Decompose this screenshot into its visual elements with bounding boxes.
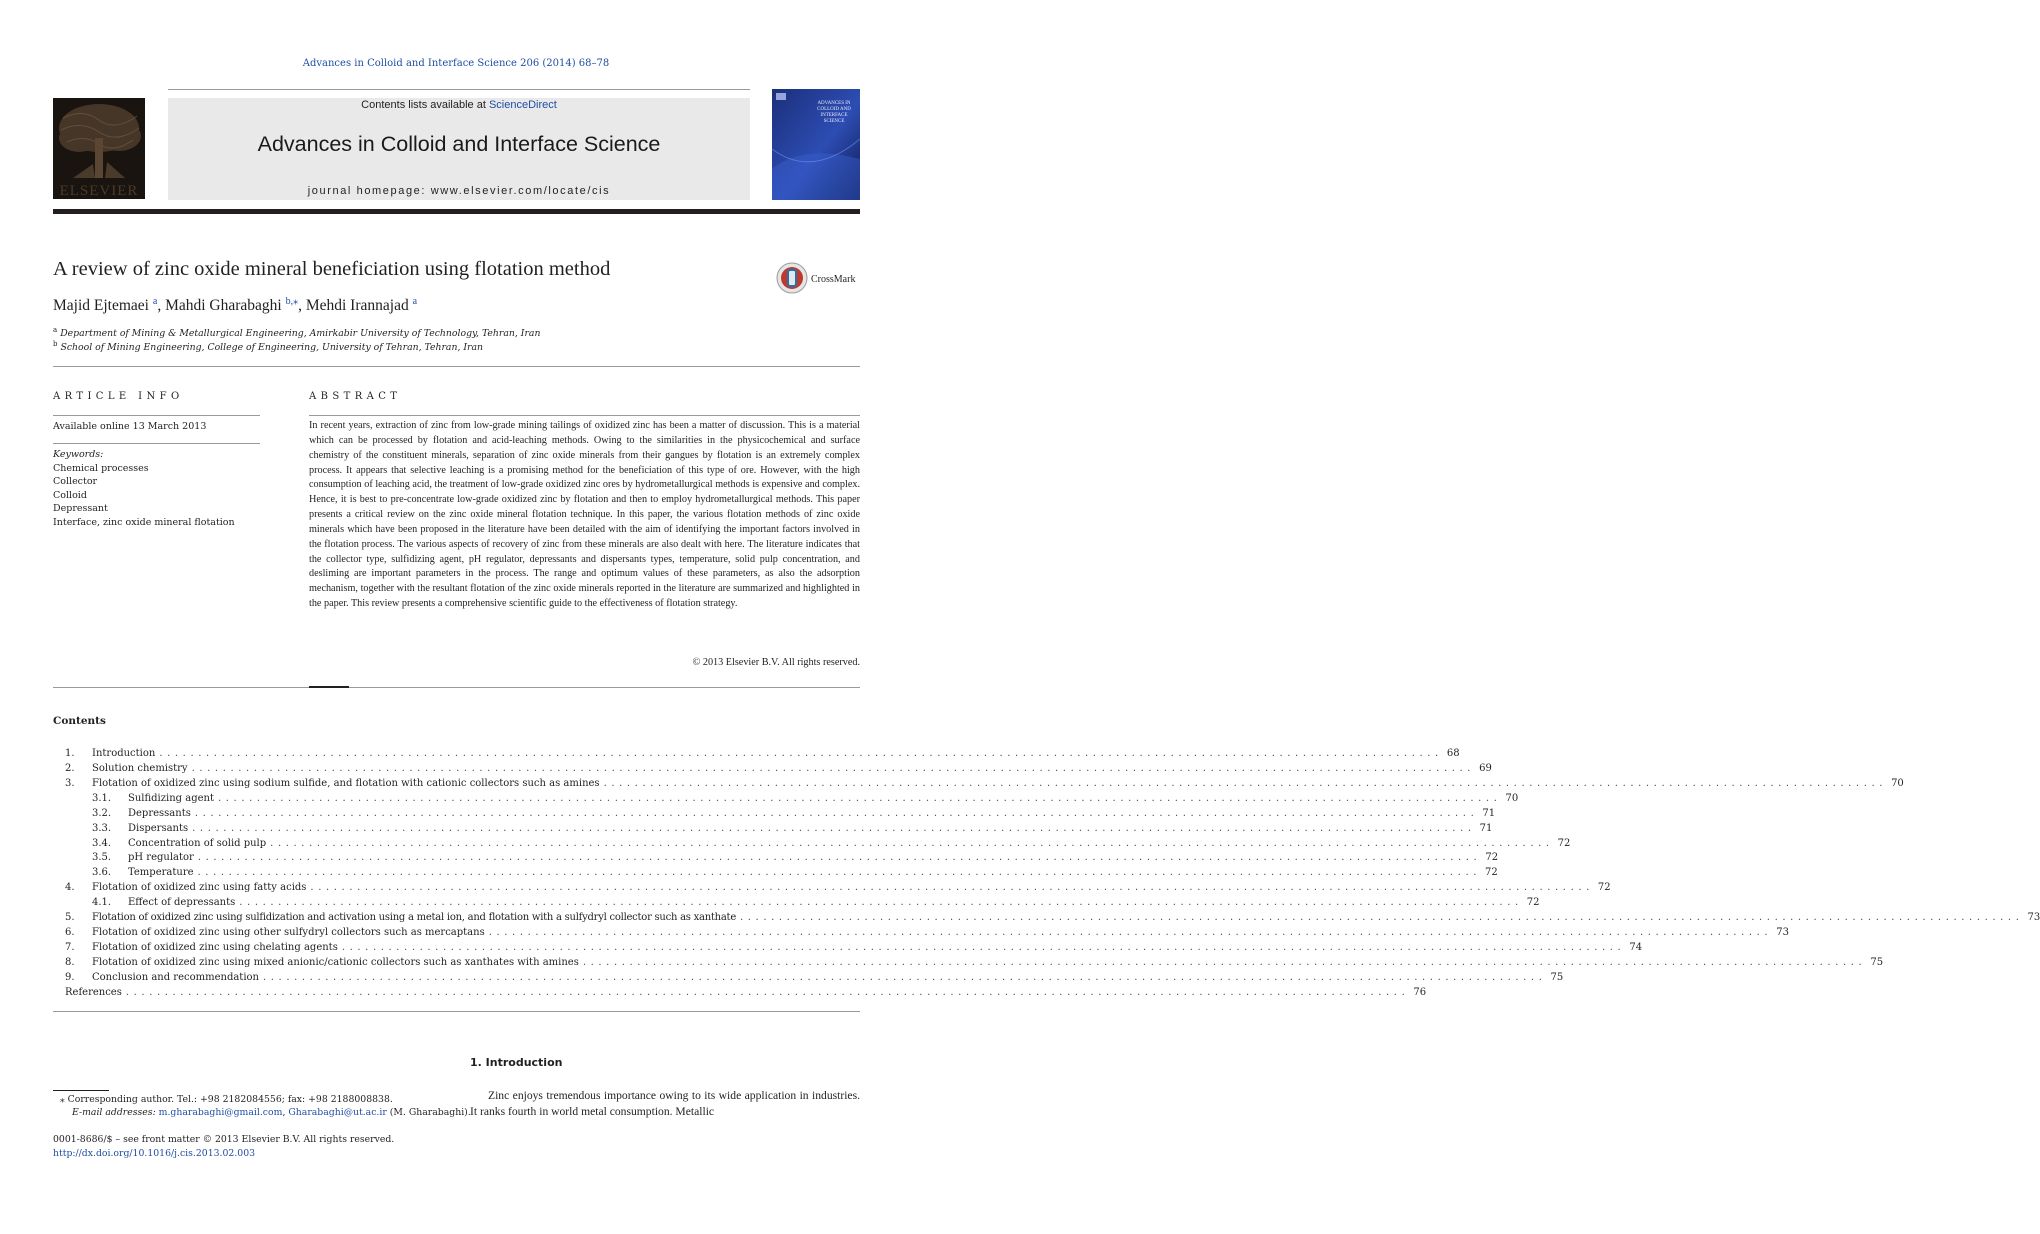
- toc-page: 69: [1479, 763, 1492, 774]
- toc-title: Sulfidizing agent: [128, 793, 214, 804]
- toc-leader: .....................................................................................................................................................................: [218, 793, 1502, 804]
- abstract-rule: [309, 415, 860, 416]
- keyword: Colloid: [53, 489, 87, 501]
- toc-number: 9.: [65, 972, 75, 983]
- toc-number: 3.2.: [92, 808, 112, 819]
- toc-page: 76: [1413, 987, 1427, 998]
- corresponding-author-note: ⁎ Corresponding author. Tel.: +98 2182084556; fax: +98 2188008838.: [60, 1094, 393, 1105]
- toc-entry[interactable]: [92, 897, 1540, 908]
- toc-leader: .....................................................................................................................................................................: [740, 912, 2024, 923]
- keyword: Collector: [53, 476, 98, 488]
- toc-entry[interactable]: [65, 778, 1904, 789]
- toc-number: 6.: [65, 927, 75, 938]
- email-addresses: [72, 1107, 471, 1118]
- toc-leader: .....................................................................................................................................................................: [197, 867, 1482, 878]
- keyword: Depressant: [53, 503, 108, 515]
- abstract-text: In recent years, extraction of zinc from low-grade mining tailings of oxidized zinc has been a matter of discussion. This is a material which can be processed by flotation and acid-leaching methods. Owing to the similarities in the physicochemical and surface chemistry of the constituent minerals, separation of zinc oxide minerals from their gangues by flotation is an extremely complex process. It appears that selective leaching is a promising method for the beneficiation of this type of ore. However, with the high consumption of leaching acid, the treatment of low-grade oxidized zinc ores by hydrometallurgical methods is expensive and complex. Hence, it is best to pre-concentrate low-grade oxidized zinc by flotation and then to employ hydrometallurgical methods. This paper presents a critical review on the zinc oxide mineral flotation technique. In this paper, the various flotation methods of zinc oxide minerals which have been proposed in the literature have been detailed with the aim of identifying the important factors involved in the flotation process. The various aspects of recovery of zinc from these minerals are also dealt with here. The literature indicates that the collector type, sulfidizing agent, pH regulator, depressants and dispersants types, temperature, solid pulp concentration, and desliming are important parameters in the process. The range and optimum values of these parameters, as also the adsorption mechanism, together with the resultant flotation of the zinc oxide minerals reported in the literature are summarized and highlighted in the paper. This review presents a comprehensive scientific guide to the effectiveness of flotation strategy.: [309, 420, 860, 610]
- toc-page: 75: [1550, 972, 1564, 983]
- toc-leader: .....................................................................................................................................................................: [270, 838, 1554, 849]
- divider-rule: [53, 366, 860, 367]
- masthead-thick-rule: [53, 209, 860, 214]
- affiliation-b: [53, 340, 483, 353]
- article-title: A review of zinc oxide mineral beneficiation using flotation method: [53, 258, 611, 280]
- toc-entry[interactable]: [92, 793, 1519, 804]
- toc-leader: .....................................................................................................................................................................: [191, 763, 1476, 774]
- toc-entry[interactable]: [92, 808, 1496, 819]
- journal-title: Advances in Colloid and Interface Science: [257, 132, 661, 156]
- toc-title: Flotation of oxidized zinc using sulfidization and activation using a metal ion, and flotation with a sulfydryl collector such as xanthate: [92, 912, 736, 923]
- toc-title: Flotation of oxidized zinc using fatty acids: [92, 882, 307, 893]
- toc-number: 3.5.: [92, 852, 112, 863]
- toc-entry[interactable]: [92, 838, 1571, 849]
- footnote-rule: [53, 1090, 109, 1091]
- author-list: [53, 296, 417, 315]
- toc-page: 72: [1485, 852, 1499, 863]
- toc-number: 7.: [65, 942, 75, 953]
- toc-leader: .....................................................................................................................................................................: [159, 748, 1443, 759]
- author-name: Mahdi Gharabaghi: [165, 297, 282, 315]
- toc-title: Flotation of oxidized zinc using other sulfydryl collectors such as mercaptans: [92, 927, 485, 938]
- toc-page: 70: [1891, 778, 1904, 789]
- author-separator: ,: [298, 297, 306, 315]
- author-affiliation-mark[interactable]: a: [412, 296, 418, 307]
- toc-leader: .....................................................................................................................................................................: [239, 897, 1523, 908]
- toc-leader: .....................................................................................................................................................................: [263, 972, 1547, 983]
- toc-leader: .....................................................................................................................................................................: [582, 957, 1867, 968]
- toc-leader: .....................................................................................................................................................................: [192, 823, 1476, 834]
- toc-entry[interactable]: [65, 957, 1884, 968]
- keyword: Interface, zinc oxide mineral flotation: [53, 516, 235, 528]
- sciencedirect-link[interactable]: ScienceDirect: [488, 99, 557, 111]
- divider-accent: [309, 686, 349, 688]
- toc-entry[interactable]: [92, 823, 1493, 834]
- toc-entry[interactable]: [65, 972, 1564, 983]
- contents-lists-line: [168, 99, 750, 111]
- toc-title: Effect of depressants: [128, 897, 236, 908]
- article-info-heading: ARTICLE INFO: [53, 391, 184, 402]
- toc-number: 8.: [65, 957, 75, 968]
- toc-page: 70: [1505, 793, 1519, 804]
- affiliation-text: Department of Mining & Metallurgical Engineering, Amirkabir University of Technology, Tehran, Iran: [60, 328, 541, 340]
- abstract-copyright: © 2013 Elsevier B.V. All rights reserved.: [692, 657, 860, 668]
- toc-page: 72: [1597, 882, 1611, 893]
- toc-page: 75: [1870, 957, 1884, 968]
- toc-entry[interactable]: [92, 852, 1499, 863]
- cover-title-line-2: COLLOID AND: [817, 107, 851, 112]
- toc-number: 4.: [65, 882, 75, 893]
- contents-prefix: Contents lists available at: [361, 99, 489, 111]
- toc-title: Depressants: [128, 808, 191, 819]
- toc-page: 68: [1446, 748, 1460, 759]
- keywords-label: Keywords:: [53, 449, 104, 460]
- toc-number: 5.: [65, 912, 75, 923]
- toc-leader: .....................................................................................................................................................................: [125, 987, 1410, 998]
- toc-leader: .....................................................................................................................................................................: [310, 882, 1594, 893]
- toc-leader: .....................................................................................................................................................................: [341, 942, 1626, 953]
- toc-title: Temperature: [128, 867, 194, 878]
- toc-leader: .....................................................................................................................................................................: [603, 778, 1888, 789]
- toc-title: Solution chemistry: [92, 763, 188, 774]
- affiliation-a: [53, 326, 540, 339]
- email-label: E-mail addresses:: [72, 1107, 159, 1118]
- abstract-heading: ABSTRACT: [309, 391, 402, 402]
- toc-entry[interactable]: [65, 942, 1643, 953]
- toc-title: Introduction: [92, 748, 156, 759]
- keywords-rule: [53, 443, 260, 444]
- introduction-text: Zinc enjoys tremendous importance owing to its wide application in industries. It ranks fourth in world metal consumption. Metallic: [470, 1089, 860, 1118]
- journal-homepage[interactable]: journal homepage: www.elsevier.com/locate/cis: [307, 185, 611, 197]
- crossmark-label[interactable]: CrossMark: [811, 274, 856, 285]
- toc-leader: .....................................................................................................................................................................: [194, 808, 1479, 819]
- toc-page: 72: [1526, 897, 1540, 908]
- divider-rule: [53, 687, 860, 688]
- toc-title: pH regulator: [128, 852, 194, 863]
- toc-number: 3.1.: [92, 793, 112, 804]
- toc-title: Flotation of oxidized zinc using mixed anionic/cationic collectors such as xanthates with amines: [92, 957, 579, 968]
- affiliation-mark: a: [53, 326, 58, 334]
- toc-number: 3.4.: [92, 838, 112, 849]
- introduction-heading: 1. Introduction: [470, 1056, 563, 1069]
- journal-cover-image: [772, 89, 860, 200]
- toc-page: 73: [2027, 912, 2040, 923]
- journal-cover: [772, 89, 860, 200]
- toc-title: Flotation of oxidized zinc using sodium sulfide, and flotation with cationic collectors such as amines: [92, 778, 600, 789]
- toc-title: References: [65, 987, 122, 998]
- toc-entry[interactable]: [65, 927, 1789, 938]
- toc-entry[interactable]: [65, 748, 1460, 759]
- author-affiliation-mark[interactable]: b,⁎: [285, 296, 299, 307]
- keywords-list: [53, 462, 235, 529]
- toc-entry[interactable]: [65, 987, 1427, 998]
- toc-number: 4.1.: [92, 897, 112, 908]
- toc-page: 72: [1485, 867, 1498, 878]
- toc-leader: .....................................................................................................................................................................: [488, 927, 1773, 938]
- toc-number: 2.: [65, 763, 75, 774]
- toc-title: Flotation of oxidized zinc using chelating agents: [92, 942, 338, 953]
- divider-rule: [53, 1011, 860, 1012]
- toc-title: Conclusion and recommendation: [92, 972, 259, 983]
- cover-title-line-1: ADVANCES IN: [817, 101, 851, 106]
- toc-title: Dispersants: [128, 823, 189, 834]
- toc-number: 3.6.: [92, 867, 112, 878]
- toc-page: 71: [1479, 823, 1493, 834]
- masthead-top-rule: [168, 89, 750, 90]
- affiliation-mark: b: [53, 340, 58, 348]
- affiliation-text: School of Mining Engineering, College of Engineering, University of Tehran, Tehran, Iran: [60, 342, 484, 354]
- toc-number: 1.: [65, 748, 75, 759]
- toc-entry[interactable]: [92, 867, 1498, 878]
- cover-title-line-3: INTERFACE: [820, 113, 848, 118]
- email-suffix: (M. Gharabaghi).: [386, 1107, 471, 1118]
- toc-leader: .....................................................................................................................................................................: [197, 852, 1482, 863]
- article-info-rule: [53, 415, 260, 416]
- elsevier-tree-icon: [53, 98, 145, 199]
- email-link[interactable]: Gharabaghi@ut.ac.ir: [288, 1107, 387, 1118]
- keyword: Chemical processes: [53, 463, 149, 474]
- toc-entry[interactable]: [65, 912, 2040, 923]
- contents-heading: Contents: [53, 715, 106, 727]
- doi-link[interactable]: http://dx.doi.org/10.1016/j.cis.2013.02.003: [53, 1148, 256, 1159]
- toc-number: 3.3.: [92, 823, 112, 834]
- toc-entry[interactable]: [65, 882, 1611, 893]
- masthead-box: [168, 98, 750, 200]
- available-online: Available online 13 March 2013: [53, 421, 207, 432]
- cover-title-line-4: SCIENCE: [823, 119, 845, 124]
- toc-number: 3.: [65, 778, 75, 789]
- toc-page: 71: [1482, 808, 1496, 819]
- email-link[interactable]: m.gharabaghi@gmail.com: [158, 1107, 283, 1118]
- author-name: Majid Ejtemaei: [53, 297, 149, 315]
- toc-title: Concentration of solid pulp: [128, 838, 267, 849]
- author-separator: ,: [157, 297, 166, 315]
- toc-page: 74: [1629, 942, 1643, 953]
- toc-entry[interactable]: [65, 763, 1492, 774]
- email-separator: ,: [282, 1107, 289, 1118]
- issn-line: 0001-8686/$ – see front matter © 2013 Elsevier B.V. All rights reserved.: [53, 1134, 395, 1145]
- toc-page: 72: [1557, 838, 1571, 849]
- author-affiliation-mark[interactable]: a: [152, 296, 158, 307]
- toc-page: 73: [1776, 927, 1789, 938]
- author-name: Mehdi Irannajad: [305, 297, 409, 315]
- elsevier-wordmark: ELSEVIER: [59, 183, 139, 199]
- elsevier-logo: [53, 98, 145, 199]
- journal-reference[interactable]: Advances in Colloid and Interface Science 206 (2014) 68–78: [302, 58, 610, 69]
